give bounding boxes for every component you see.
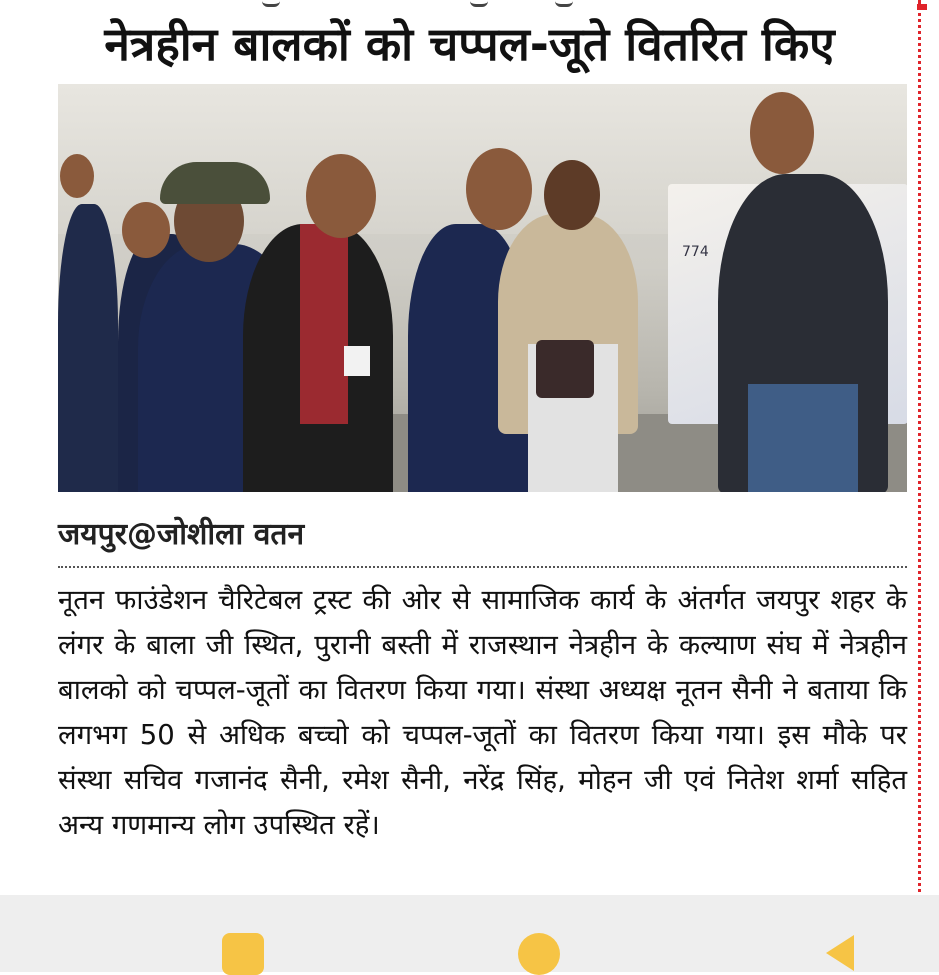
square-icon[interactable] <box>222 933 264 975</box>
dotted-column-border <box>918 0 921 900</box>
android-navigation-bar <box>0 895 939 972</box>
circle-icon[interactable] <box>518 933 560 975</box>
triangle-back-icon[interactable] <box>826 935 854 971</box>
dotted-divider <box>58 566 907 568</box>
article-body <box>58 578 907 848</box>
article-photo <box>58 84 907 492</box>
byline-row <box>58 508 907 560</box>
photo-banner: 774 <box>668 184 907 424</box>
byline: जयपुर@जोशीला वतन <box>58 517 305 552</box>
article-headline: नेत्रहीन बालकों को चप्पल-जूते वितरित किए <box>104 17 835 71</box>
article-body-paragraph: नूतन फाउंडेशन चैरिटेबल ट्रस्ट की ओर से सामाजिक कार्य के अंतर्गत जयपुर शहर के लंगर के बाला जी स्थित, पुरानी बस्ती में राजस्थान नेत्रहीन के कल्याण संघ में नेत्रहीन बालको को चप्पल-जूतों का वितरण किया गया। संस्था अध्यक्ष नूतन सैनी ने बताया कि लगभग 50 से अधिक बच्चो को चप्पल-जूतों का वितरण किया गया। इस मौके पर संस्था सचिव गजानंद सैनी, रमेश सैनी, नरेंद्र सिंह, मोहन जी एवं नितेश शर्मा सहित अन्य गणमान्य लोग उपस्थित रहें। <box>58 584 907 841</box>
clipped-previous-line <box>0 0 939 8</box>
